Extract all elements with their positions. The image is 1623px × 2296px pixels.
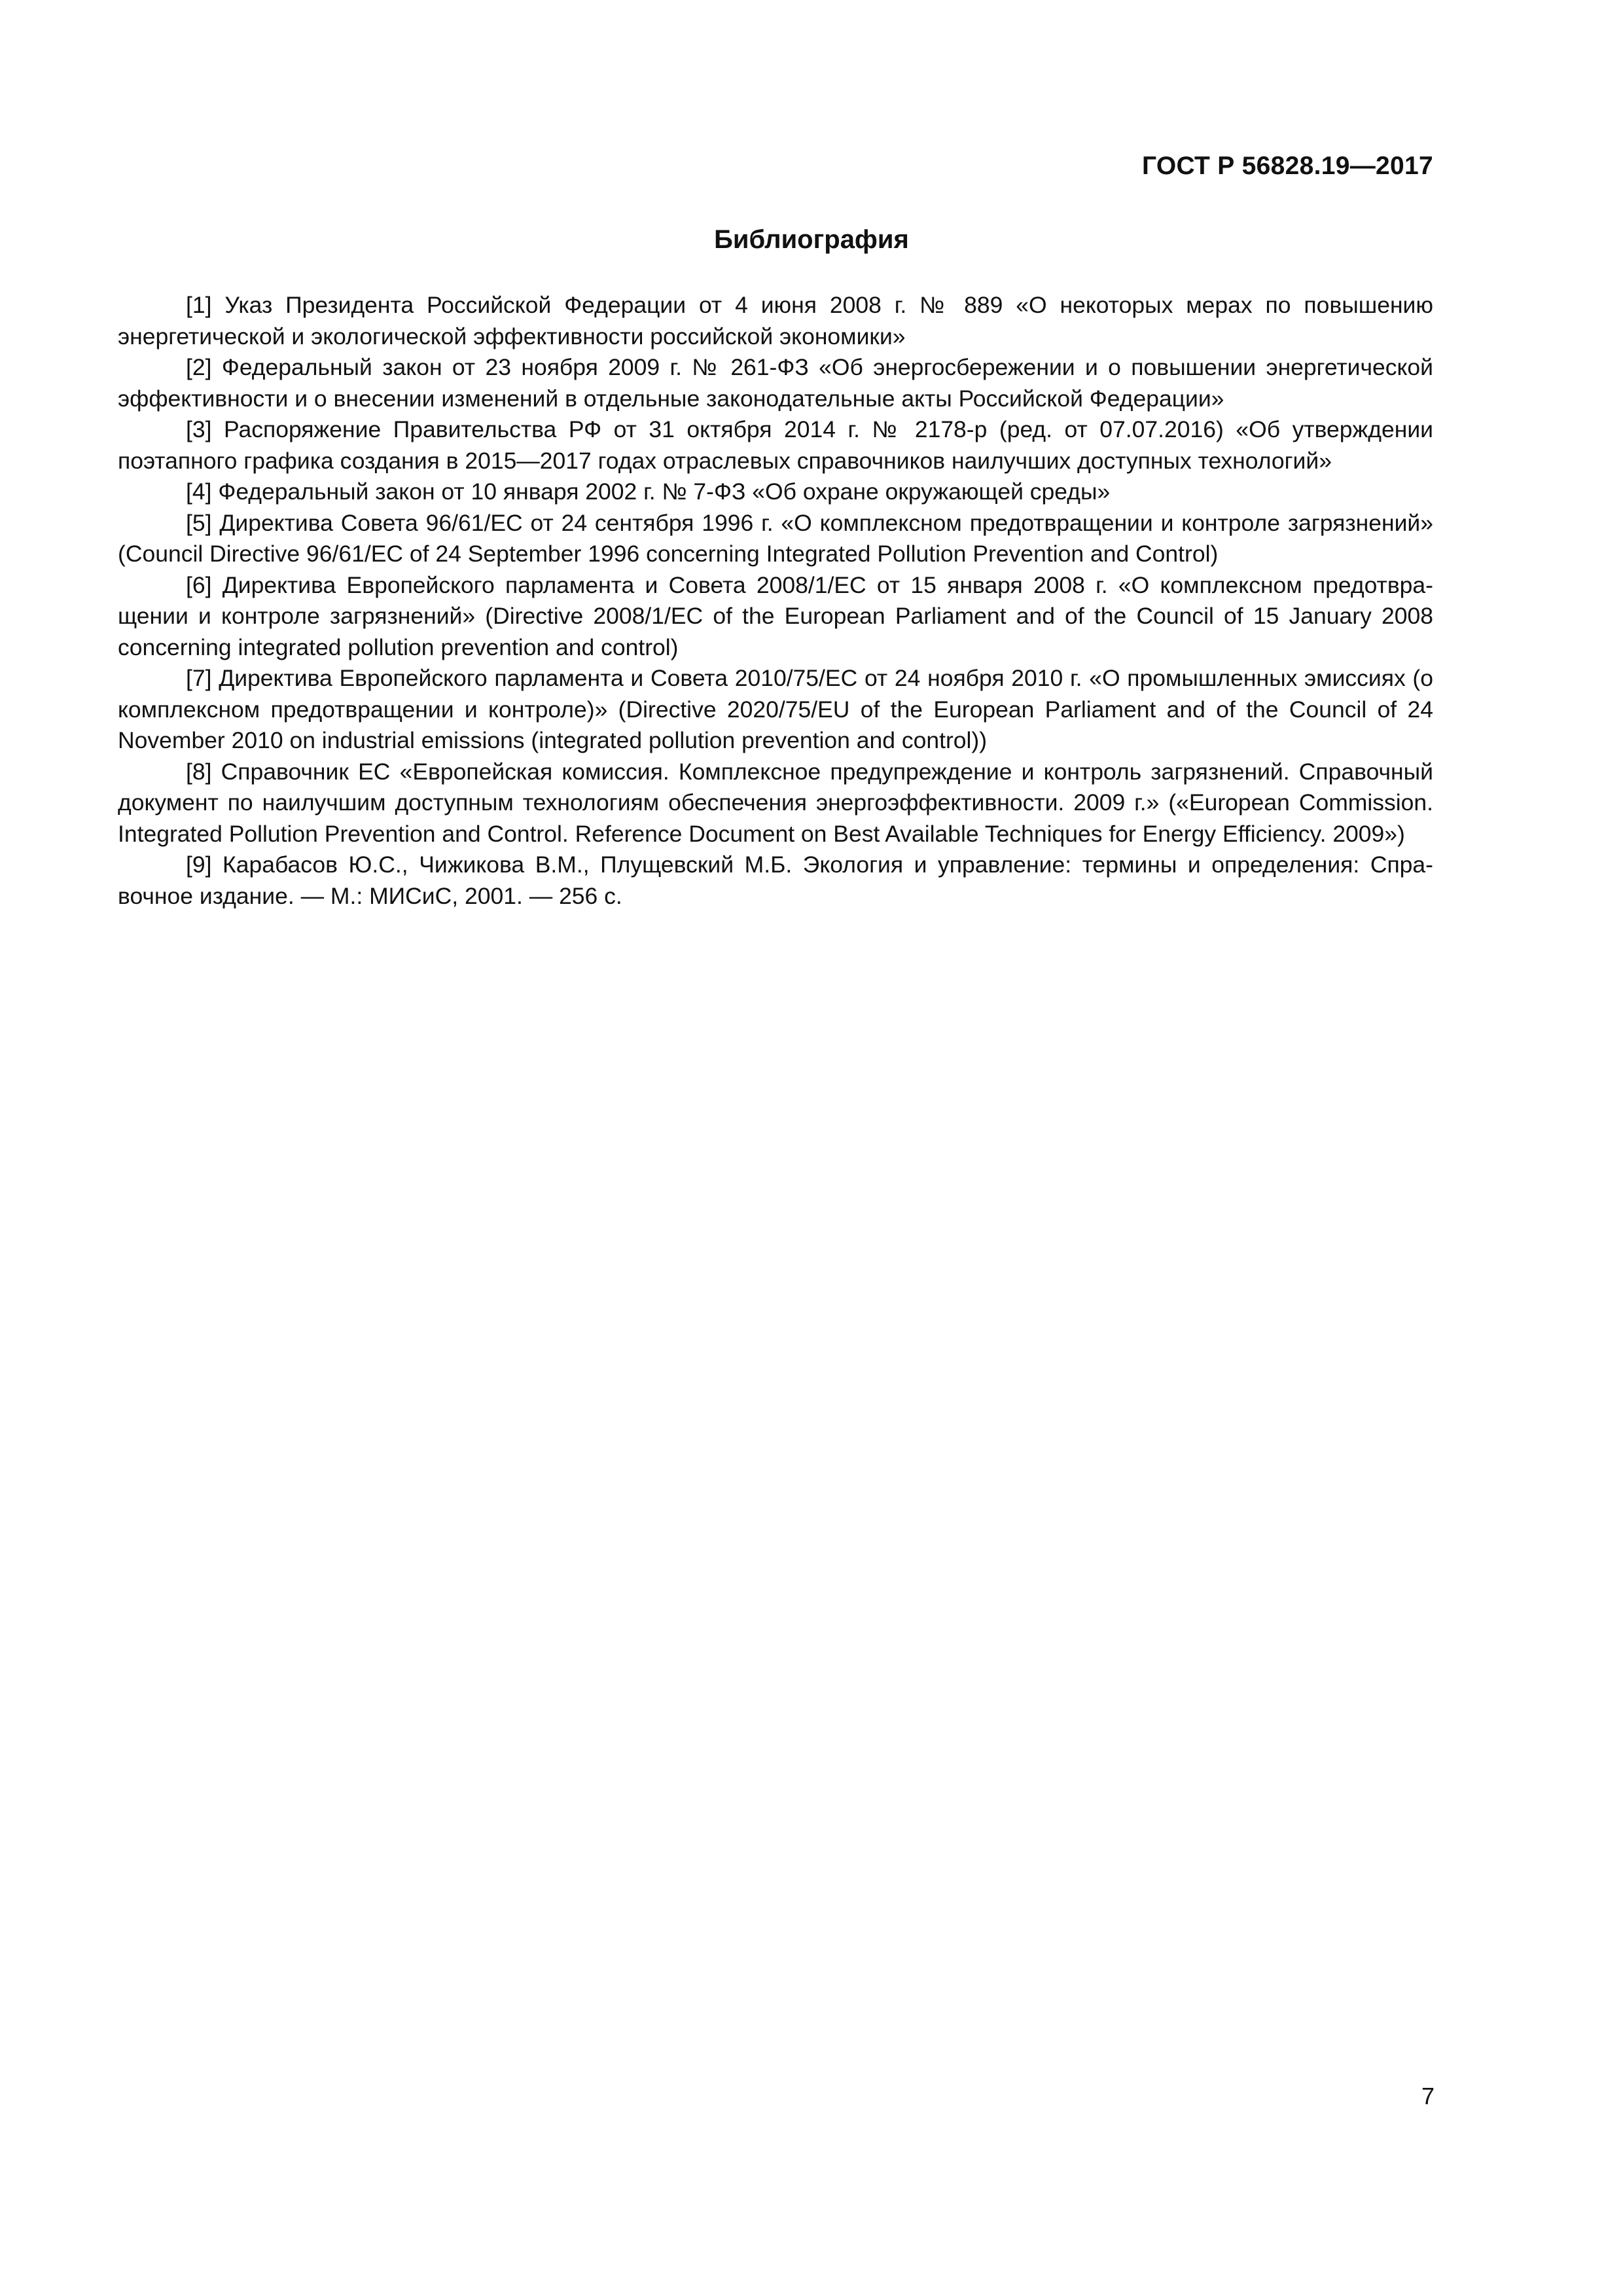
bibliography-entry-7: [7] Директива Европейского парламента и Совета 2010/75/ЕС от 24 ноября 2010 г. «О промышленных эмиссиях (о комплексном предотвращении и контроле)» (Directive 2020/75/EU of the European Parliament and of the Council of 24 November 2010 on industrial emissions (integrated pollution prevention and control)) bbox=[118, 665, 1433, 753]
bibliography-entry-1: [1] Указ Президента Российской Федерации от 4 июня 2008 г. № 889 «О некоторых мерах по повышению энергетической и экологической эффективности российской экономики» bbox=[118, 292, 1433, 350]
bibliography-title: Библиография bbox=[714, 225, 909, 254]
page-number: 7 bbox=[1421, 2083, 1435, 2109]
bibliography-entry-6: [6] Директива Европейского парламента и Совета 2008/1/ЕС от 15 января 2008 г. «О комплексном предотвращении и контроле загрязнений» (Directive 2008/1/EC of the European Parliament and of the Council of 15 January 2008 concerning integrated pollution prevention and control) bbox=[118, 571, 1433, 660]
bibliography-list bbox=[118, 290, 1433, 912]
bibliography-entry-4: [4] Федеральный закон от 10 января 2002 г. № 7-ФЗ «Об охране окружающей среды» bbox=[186, 478, 1111, 505]
bibliography-entry-2: [2] Федеральный закон от 23 ноября 2009 г. № 261-ФЗ «Об энергосбережении и о повышении энергетической эффективности и о внесении изменений в отдельные законодательные акты Российской Федерации» bbox=[118, 354, 1433, 412]
document-code-header: ГОСТ Р 56828.19—2017 bbox=[1141, 152, 1433, 180]
bibliography-entry-9: [9] Карабасов Ю.С., Чижикова В.М., Плущевский М.Б. Экология и управление: термины и определения: Справочное издание. — М.: МИСиС, 2001. — 256 с. bbox=[118, 852, 1433, 909]
bibliography-entry-8: [8] Справочник ЕС «Европейская комиссия. Комплексное предупреждение и контроль загрязнений. Справочный документ по наилучшим доступным технологиям обеспечения энергоэффективности. 2009 г.» («European Commission. Integrated Pollution Prevention and Control. Reference Document on Best Available Techniques for Energy Efficiency. 2009») bbox=[118, 758, 1433, 847]
bibliography-entry-5: [5] Директива Совета 96/61/ЕС от 24 сентября 1996 г. «О комплексном предотвращении и контроле загрязнений» (Council Directive 96/61/EC of 24 September 1996 concerning Integrated Pollution Prevention and Control) bbox=[118, 509, 1433, 567]
bibliography-entry-3: [3] Распоряжение Правительства РФ от 31 октября 2014 г. № 2178-р (ред. от 07.07.2016) «Об утверждении поэтапного графика создания в 2015—2017 годах отраслевых справочников наилучших доступных технологий» bbox=[118, 416, 1433, 474]
